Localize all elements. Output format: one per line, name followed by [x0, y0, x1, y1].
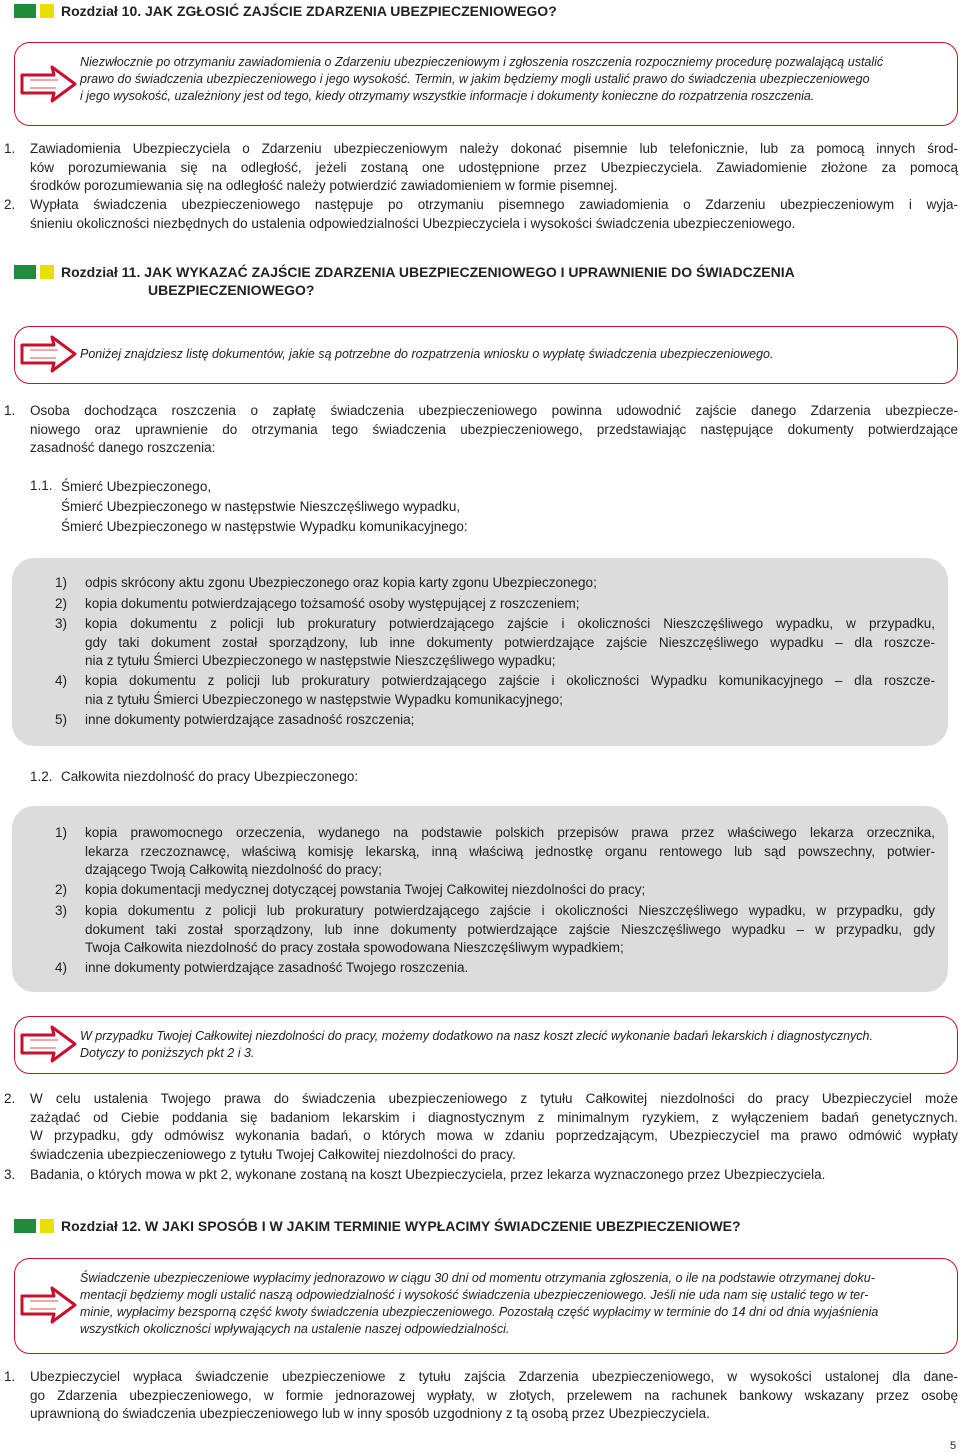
section-10-item-2: Wypłata świadczenia ubezpieczeniowego następuje po otrzymaniu pisemnego zawiadomienia o Zdarzeniu ubezpieczeniowym i wyja- śnieniu okoliczności niezbędnych do ustalenia odpowiedzialności Ubezpieczyciela i wysokości świadczenia ubezpieczeniowego.	[30, 197, 958, 231]
subitem-1-1-title: Śmierć Ubezpieczonego, Śmierć Ubezpieczonego w następstwie Nieszczęśliwego wypadku, Śmierć Ubezpieczonego w następstwie Wypadku komunikacyjnego:	[61, 479, 468, 534]
item-number: 3.	[4, 1167, 16, 1182]
section-11-heading: Rozdział 11. JAK WYKAZAĆ ZAJŚCIE ZDARZENIA UBEZPIECZENIOWEGO I UPRAWNIENIE DO ŚWIADCZENIA UBEZPIECZENIOWEGO?	[61, 264, 795, 298]
subitem-number: 1.1.	[30, 478, 53, 493]
section-10-callout-text: Niezwłocznie po otrzymaniu zawiadomienia o Zdarzeniu ubezpieczeniowym i zgłoszenia roszczenia rozpoczniemy procedurę pozwalającą ustalić prawo do świadczenia ubezpieczeniowego i jego wysokość. Termin, w jakim będziemy mogli ustalić prawo do świadczenia ubezpieczeniowego i jego wysokość, uzależniony jest od tego, kiedy otrzymamy wszystkie informacje i dokumenty konieczne do rozpatrzenia roszczenia.	[80, 55, 884, 103]
section-12-heading: Rozdział 12. W JAKI SPOSÓB I W JAKIM TERMINIE WYPŁACIMY ŚWIADCZENIE UBEZPIECZENIOWE?	[61, 1218, 741, 1234]
heading-marker	[14, 265, 54, 279]
section-11-callout-text: Poniżej znajdziesz listę dokumentów, jakie są potrzebne do rozpatrzenia wniosku o wypłatę świadczenia ubezpieczeniowego.	[80, 347, 774, 361]
section-12-item-1: Ubezpieczyciel wypłaca świadczenie ubezpieczeniowe z tytułu zajścia Zdarzenia ubezpieczeniowego, w wysokości ustalonej dla dane- go Zdarzenia ubezpieczeniowego, w formie jednorazowej wypłaty, w złotych, przelewem na rachunek bankowy wskazany przez osobę uprawnioną do świadczenia ubezpieczeniowego lub w inny sposób uzgodniony z tą osobą przez Ubezpieczyciela.	[30, 1369, 958, 1421]
section-10-heading: Rozdział 10. JAK ZGŁOSIĆ ZAJŚCIE ZDARZENIA UBEZPIECZENIOWEGO?	[61, 3, 557, 19]
section-11-item-2: W celu ustalenia Twojego prawa do świadczenia ubezpieczeniowego z tytułu Całkowitej niezdolności do pracy Ubezpieczyciel może zażądać od Ciebie poddania się badaniom lekarskim i diagnostycznym z minimalnym ryzykiem, z wyłączeniem badań genetycznych. W przypadku, gdy odmówisz wykonania badań, o których mowa w zdaniu poprzedzającym, Ubezpieczyciel ma prawo odmówić wypłaty świadczenia ubezpieczeniowego z tytułu Twojej Całkowitej niezdolności do pracy.	[30, 1091, 958, 1162]
section-10-item-1: Zawiadomienia Ubezpieczyciela o Zdarzeniu ubezpieczeniowym należy dokonać pisemnie lub telefonicznie, lub za pomocą innych środ- ków porozumiewania się na odległość, jeżeli zostaną one udostępnione przez Ubezpieczyciela. Zawiadomienie złożone za pomocą środków porozumiewania się na odległość należy potwierdzić zawiadomieniem w formie pisemnej.	[30, 141, 958, 193]
item-number: 1.	[4, 141, 16, 156]
section-11-item-1: Osoba dochodząca roszczenia o zapłatę świadczenia ubezpieczeniowego powinna udowodnić zajście danego Zdarzenia ubezpiecze- niowego oraz uprawnienie do otrzymania tego świadczenia ubezpieczeniowego, przedstawiając następujące dokumenty potwierdzające zasadność danego roszczenia:	[30, 403, 958, 455]
page-number: 5	[950, 1440, 957, 1452]
section-11-item-3: Badania, o których mowa w pkt 2, wykonane zostaną na koszt Ubezpieczyciela, przez lekarza wyznaczonego przez Ubezpieczyciela.	[30, 1167, 826, 1182]
heading-marker	[14, 1219, 54, 1233]
item-number: 1.	[4, 1369, 16, 1384]
section-12-callout-text: Świadczenie ubezpieczeniowe wypłacimy jednorazowo w ciągu 30 dni od momentu otrzymania zgłoszenia, o ile na podstawie otrzymanej doku- mentacji będziemy mogli ustalić naszą odpowiedzialność i wysokość świadczenia ubezpieczeniowego. Jeśli nie uda nam się ustalić tego w ter- minie, wypłacimy bezsporną część kwoty świadczenia ubezpieczeniowego. Pozostałą część wypłacimy w terminie do 14 dni od dnia wyjaśnienia wszystkich okoliczności wpływających na ustalenie naszej odpowiedzialności.	[80, 1271, 879, 1336]
item-number: 2.	[4, 197, 16, 212]
subitem-number: 1.2.	[30, 769, 53, 784]
red-arrow-icon	[20, 334, 78, 374]
item-number: 2.	[4, 1091, 16, 1106]
subitem-1-2-title: Całkowita niezdolność do pracy Ubezpieczonego:	[61, 769, 359, 784]
red-arrow-icon	[20, 1285, 78, 1325]
red-arrow-icon	[20, 64, 78, 104]
heading-marker	[14, 4, 54, 18]
section-11-callout-2-text: W przypadku Twojej Całkowitej niezdolności do pracy, możemy dodatkowo na nasz koszt zlecić wykonanie badań lekarskich i diagnostycznych. Dotyczy to poniższych pkt 2 i 3.	[80, 1029, 873, 1060]
item-number: 1.	[4, 403, 16, 418]
red-arrow-icon	[20, 1024, 78, 1064]
